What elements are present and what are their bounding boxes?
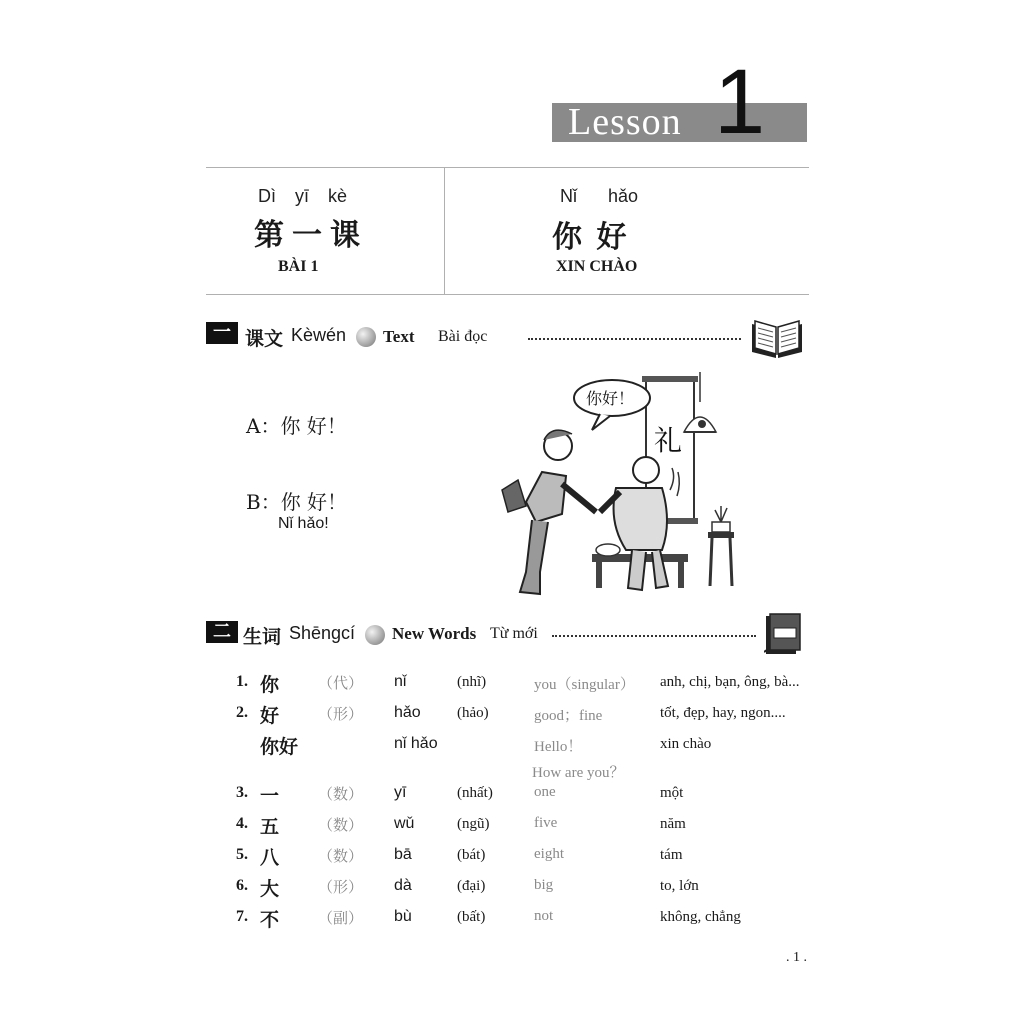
word-hanzi: 好 — [260, 705, 280, 727]
word-english: one — [534, 784, 556, 800]
word-hanviet: (nhất) — [457, 785, 493, 801]
word-pinyin: bù — [394, 908, 412, 925]
word-hanviet: (đại) — [457, 878, 486, 894]
word-hanviet: (bất) — [457, 909, 486, 925]
word-hanzi: 大 — [260, 878, 280, 900]
word-number: 2. — [236, 704, 248, 721]
section-two-hanzi: 生词 — [243, 626, 282, 648]
topic-title-vietnamese: XIN CHÀO — [556, 258, 638, 275]
word-part-of-speech: （副） — [318, 909, 364, 927]
word-pinyin: yī — [394, 784, 407, 801]
word-vietnamese: một — [660, 785, 684, 801]
dialogue-line-a: A：你 好！ — [246, 414, 347, 438]
title-top-rule — [206, 167, 809, 168]
section-one-vietnamese: Bài đọc — [438, 328, 488, 345]
word-hanviet: (ngũ) — [457, 816, 490, 832]
word-part-of-speech: （形） — [318, 705, 364, 723]
word-part-of-speech: （形） — [318, 878, 364, 896]
word-vietnamese: năm — [660, 816, 686, 832]
word-vietnamese: anh, chị, bạn, ông, bà... — [660, 674, 800, 690]
section-one-leader-dots — [528, 338, 741, 340]
word-english: not — [534, 908, 554, 924]
section-two-leader-dots — [552, 635, 756, 637]
lesson-number: 1 — [714, 51, 766, 153]
word-vietnamese: không, chẳng — [660, 909, 741, 925]
word-english: Hello！ — [534, 739, 583, 755]
lesson-label: Lesson — [568, 101, 682, 143]
dialogue-line-b: B：你 好！ — [246, 490, 348, 514]
word-part-of-speech: （代） — [318, 674, 364, 692]
word-pinyin: wǔ — [394, 815, 415, 832]
word-part-of-speech: （数） — [318, 816, 364, 834]
word-english: you（singular） — [534, 677, 635, 693]
word-part-of-speech: （数） — [318, 785, 364, 803]
word-hanzi: 你好 — [260, 736, 299, 758]
section-two-english: New Words — [392, 624, 477, 643]
word-number: 4. — [236, 815, 248, 832]
section-two-number: 二 — [206, 621, 238, 643]
word-vietnamese: tốt, đẹp, hay, ngon.... — [660, 705, 786, 721]
section-two-pinyin: Shēngcí — [289, 623, 356, 643]
svg-text:你好！: 你好！ — [586, 389, 635, 408]
word-number: 1. — [236, 673, 248, 690]
word-pinyin: nǐ — [394, 673, 407, 690]
greeting-illustration — [496, 372, 746, 604]
word-english: big — [534, 877, 554, 893]
notebook-icon — [764, 612, 804, 656]
word-number: 6. — [236, 877, 248, 894]
section-one-english: Text — [383, 327, 415, 346]
word-number: 5. — [236, 846, 248, 863]
title-divider — [444, 167, 445, 294]
word-hanzi: 你 — [260, 674, 280, 696]
word-vietnamese: tám — [660, 847, 683, 863]
word-english: five — [534, 815, 558, 831]
word-pinyin: bā — [394, 846, 412, 863]
word-vietnamese: xin chào — [660, 736, 712, 752]
title-bottom-rule — [206, 294, 809, 295]
svg-text:礼: 礼 — [654, 424, 683, 457]
bullet-circle-icon — [356, 327, 376, 347]
word-hanviet: (nhĩ) — [457, 674, 487, 690]
page-number: . 1 . — [786, 950, 807, 965]
bullet-circle-icon — [365, 625, 385, 645]
section-one-pinyin: Kèwén — [291, 325, 347, 345]
word-number: 7. — [236, 908, 248, 925]
word-english-alt: How are you？ — [532, 765, 625, 781]
word-hanzi: 五 — [260, 816, 280, 838]
word-english: eight — [534, 846, 564, 862]
topic-title-hanzi: 你 好 — [552, 220, 629, 255]
word-english: good；fine — [534, 708, 603, 724]
section-one-number: 一 — [206, 322, 238, 344]
dialogue-line-b-pinyin: Nǐ hǎo! — [278, 515, 329, 532]
word-hanviet: (hảo) — [457, 705, 489, 721]
open-book-icon — [750, 316, 804, 360]
word-vietnamese: to, lớn — [660, 878, 699, 894]
lesson-title-vietnamese: BÀI 1 — [278, 258, 319, 275]
lesson-title-hanzi: 第一课 — [254, 218, 368, 253]
word-hanzi: 一 — [260, 785, 280, 807]
word-hanviet: (bát) — [457, 847, 486, 863]
word-number: 3. — [236, 784, 248, 801]
section-two-vietnamese: Từ mới — [490, 625, 538, 642]
word-part-of-speech: （数） — [318, 847, 364, 865]
section-one-hanzi: 课文 — [245, 328, 284, 350]
word-hanzi: 不 — [260, 909, 280, 931]
word-pinyin: nǐ hǎo — [394, 735, 438, 752]
word-pinyin: dà — [394, 877, 412, 894]
word-hanzi: 八 — [260, 847, 280, 869]
word-pinyin: hǎo — [394, 704, 421, 721]
